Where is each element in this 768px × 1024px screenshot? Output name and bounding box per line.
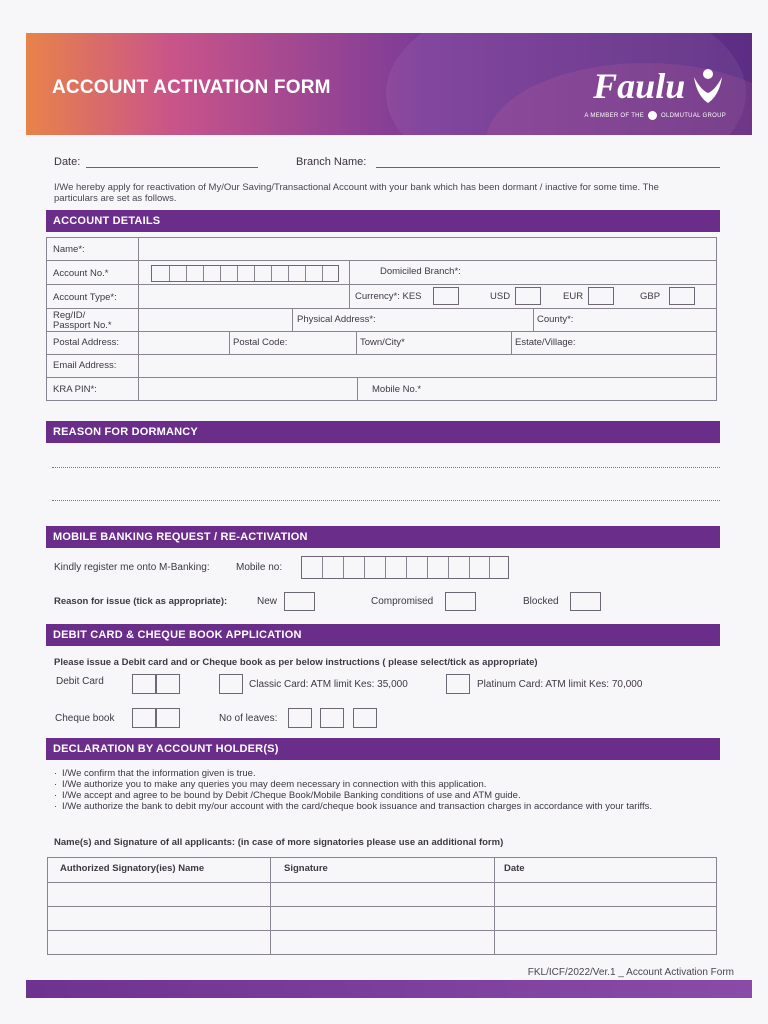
old-mutual-icon [648,111,657,120]
mbanking-register-label: Kindly register me onto M-Banking: [54,562,210,573]
currency-kes-label: Currency*: KES [355,291,422,302]
mbanking-mobile-label: Mobile no: [236,562,283,573]
col-header-date: Date [504,863,525,874]
person-heart-icon [690,67,726,105]
name-label: Name*: [53,244,85,255]
account-no-label: Account No.* [53,268,109,279]
platinum-card-label: Platinum Card: ATM limit Kes: 70,000 [477,679,643,690]
blocked-label: Blocked [523,596,559,607]
date-field[interactable] [86,167,258,168]
cheque-book-box-1[interactable] [132,708,156,728]
reason-issue-label: Reason for issue (tick as appropriate): [54,596,228,607]
mbanking-mobile-boxes[interactable] [301,556,509,579]
eur-checkbox[interactable] [588,287,614,305]
section-declaration: DECLARATION BY ACCOUNT HOLDER(S) [46,738,720,760]
declaration-item: · I/We authorize the bank to debit my/our account with the card/cheque book issuance and transaction charges in accordance with your tariffs. [54,801,714,812]
header-banner [26,33,752,135]
logo-wordmark: Faulu [593,66,686,106]
signature-table [47,857,717,955]
col-header-name: Authorized Signatory(ies) Name [60,863,205,874]
section-mobile-banking: MOBILE BANKING REQUEST / RE-ACTIVATION [46,526,720,548]
gbp-checkbox[interactable] [669,287,695,305]
debit-instruction: Please issue a Debit card and or Cheque book as per below instructions ( please select/tick as appropriate) [54,657,538,668]
declaration-item: · I/We authorize you to make any queries you may deem necessary in connection with this application. [54,779,714,790]
reason-line-1[interactable] [52,467,720,468]
date-branch-row [54,156,722,170]
classic-card-checkbox[interactable] [219,674,243,694]
leaves-label: No of leaves: [219,713,278,724]
logo-tagline: A MEMBER OF THE OLDMUTUAL GROUP [584,111,726,120]
domiciled-branch-label: Domiciled Branch*: [380,266,461,277]
classic-card-label: Classic Card: ATM limit Kes: 35,000 [249,679,408,690]
date-label: Date: [54,156,81,168]
account-no-boxes[interactable] [151,265,339,282]
declaration-item: · I/We confirm that the information given is true. [54,768,714,779]
compromised-label: Compromised [371,596,434,607]
table-row[interactable] [48,883,270,906]
table-row[interactable] [48,907,270,930]
cheque-book-label: Cheque book [55,713,115,724]
usd-checkbox[interactable] [515,287,541,305]
name-field[interactable] [139,238,715,260]
usd-label: USD [490,291,511,302]
intro-text: I/We hereby apply for reactivation of My/Our Saving/Transactional Account with your bank which has been dormant / inactive for some time. The particulars are set as follows. [54,182,659,204]
mobile-no-label: Mobile No.* [372,384,422,395]
kes-checkbox[interactable] [433,287,459,305]
physical-address-label: Physical Address*: [297,314,376,325]
eur-label: EUR [563,291,584,302]
col-header-signature: Signature [284,863,328,874]
form-reference: FKL/ICF/2022/Ver.1 _ Account Activation Form [527,967,734,978]
gbp-label: GBP [640,291,661,302]
platinum-card-checkbox[interactable] [446,674,470,694]
cheque-book-box-2[interactable] [156,708,180,728]
faulu-logo [584,67,726,120]
compromised-checkbox[interactable] [445,592,476,611]
debit-card-box-1[interactable] [132,674,156,694]
section-debit-cheque: DEBIT CARD & CHEQUE BOOK APPLICATION [46,624,720,646]
county-label: County*: [537,314,574,325]
email-field[interactable] [139,355,715,377]
blocked-checkbox[interactable] [570,592,601,611]
declaration-list [54,768,714,812]
footer-bar [26,980,752,998]
section-account-details: ACCOUNT DETAILS [46,210,720,232]
new-checkbox[interactable] [284,592,315,611]
new-label: New [257,596,278,607]
section-reason-dormancy: REASON FOR DORMANCY [46,421,720,443]
kra-pin-label: KRA PIN*: [53,384,97,395]
form-title: ACCOUNT ACTIVATION FORM [52,77,331,98]
table-row[interactable] [48,931,270,954]
postal-address-label: Postal Address: [53,337,120,348]
debit-card-box-2[interactable] [156,674,180,694]
debit-card-label: Debit Card [56,676,104,687]
leaves-box-2[interactable] [320,708,344,728]
reason-line-2[interactable] [52,500,720,501]
signatures-note: Name(s) and Signature of all applicants: (in case of more signatories please use an additional form) [54,837,504,848]
postal-code-label: Postal Code: [233,337,288,348]
branch-field[interactable] [376,167,720,168]
reg-id-label: Reg/ID/ Passport No.* [53,310,112,331]
email-label: Email Address: [53,360,117,371]
branch-label: Branch Name: [296,156,367,168]
estate-village-label: Estate/Village: [515,337,576,348]
leaves-box-1[interactable] [288,708,312,728]
town-city-label: Town/City* [360,337,405,348]
account-type-label: Account Type*: [53,292,117,303]
account-details-grid [46,237,717,401]
declaration-item: · I/We accept and agree to be bound by Debit /Cheque Book/Mobile Banking conditions of use and ATM guide. [54,790,714,801]
leaves-box-3[interactable] [353,708,377,728]
